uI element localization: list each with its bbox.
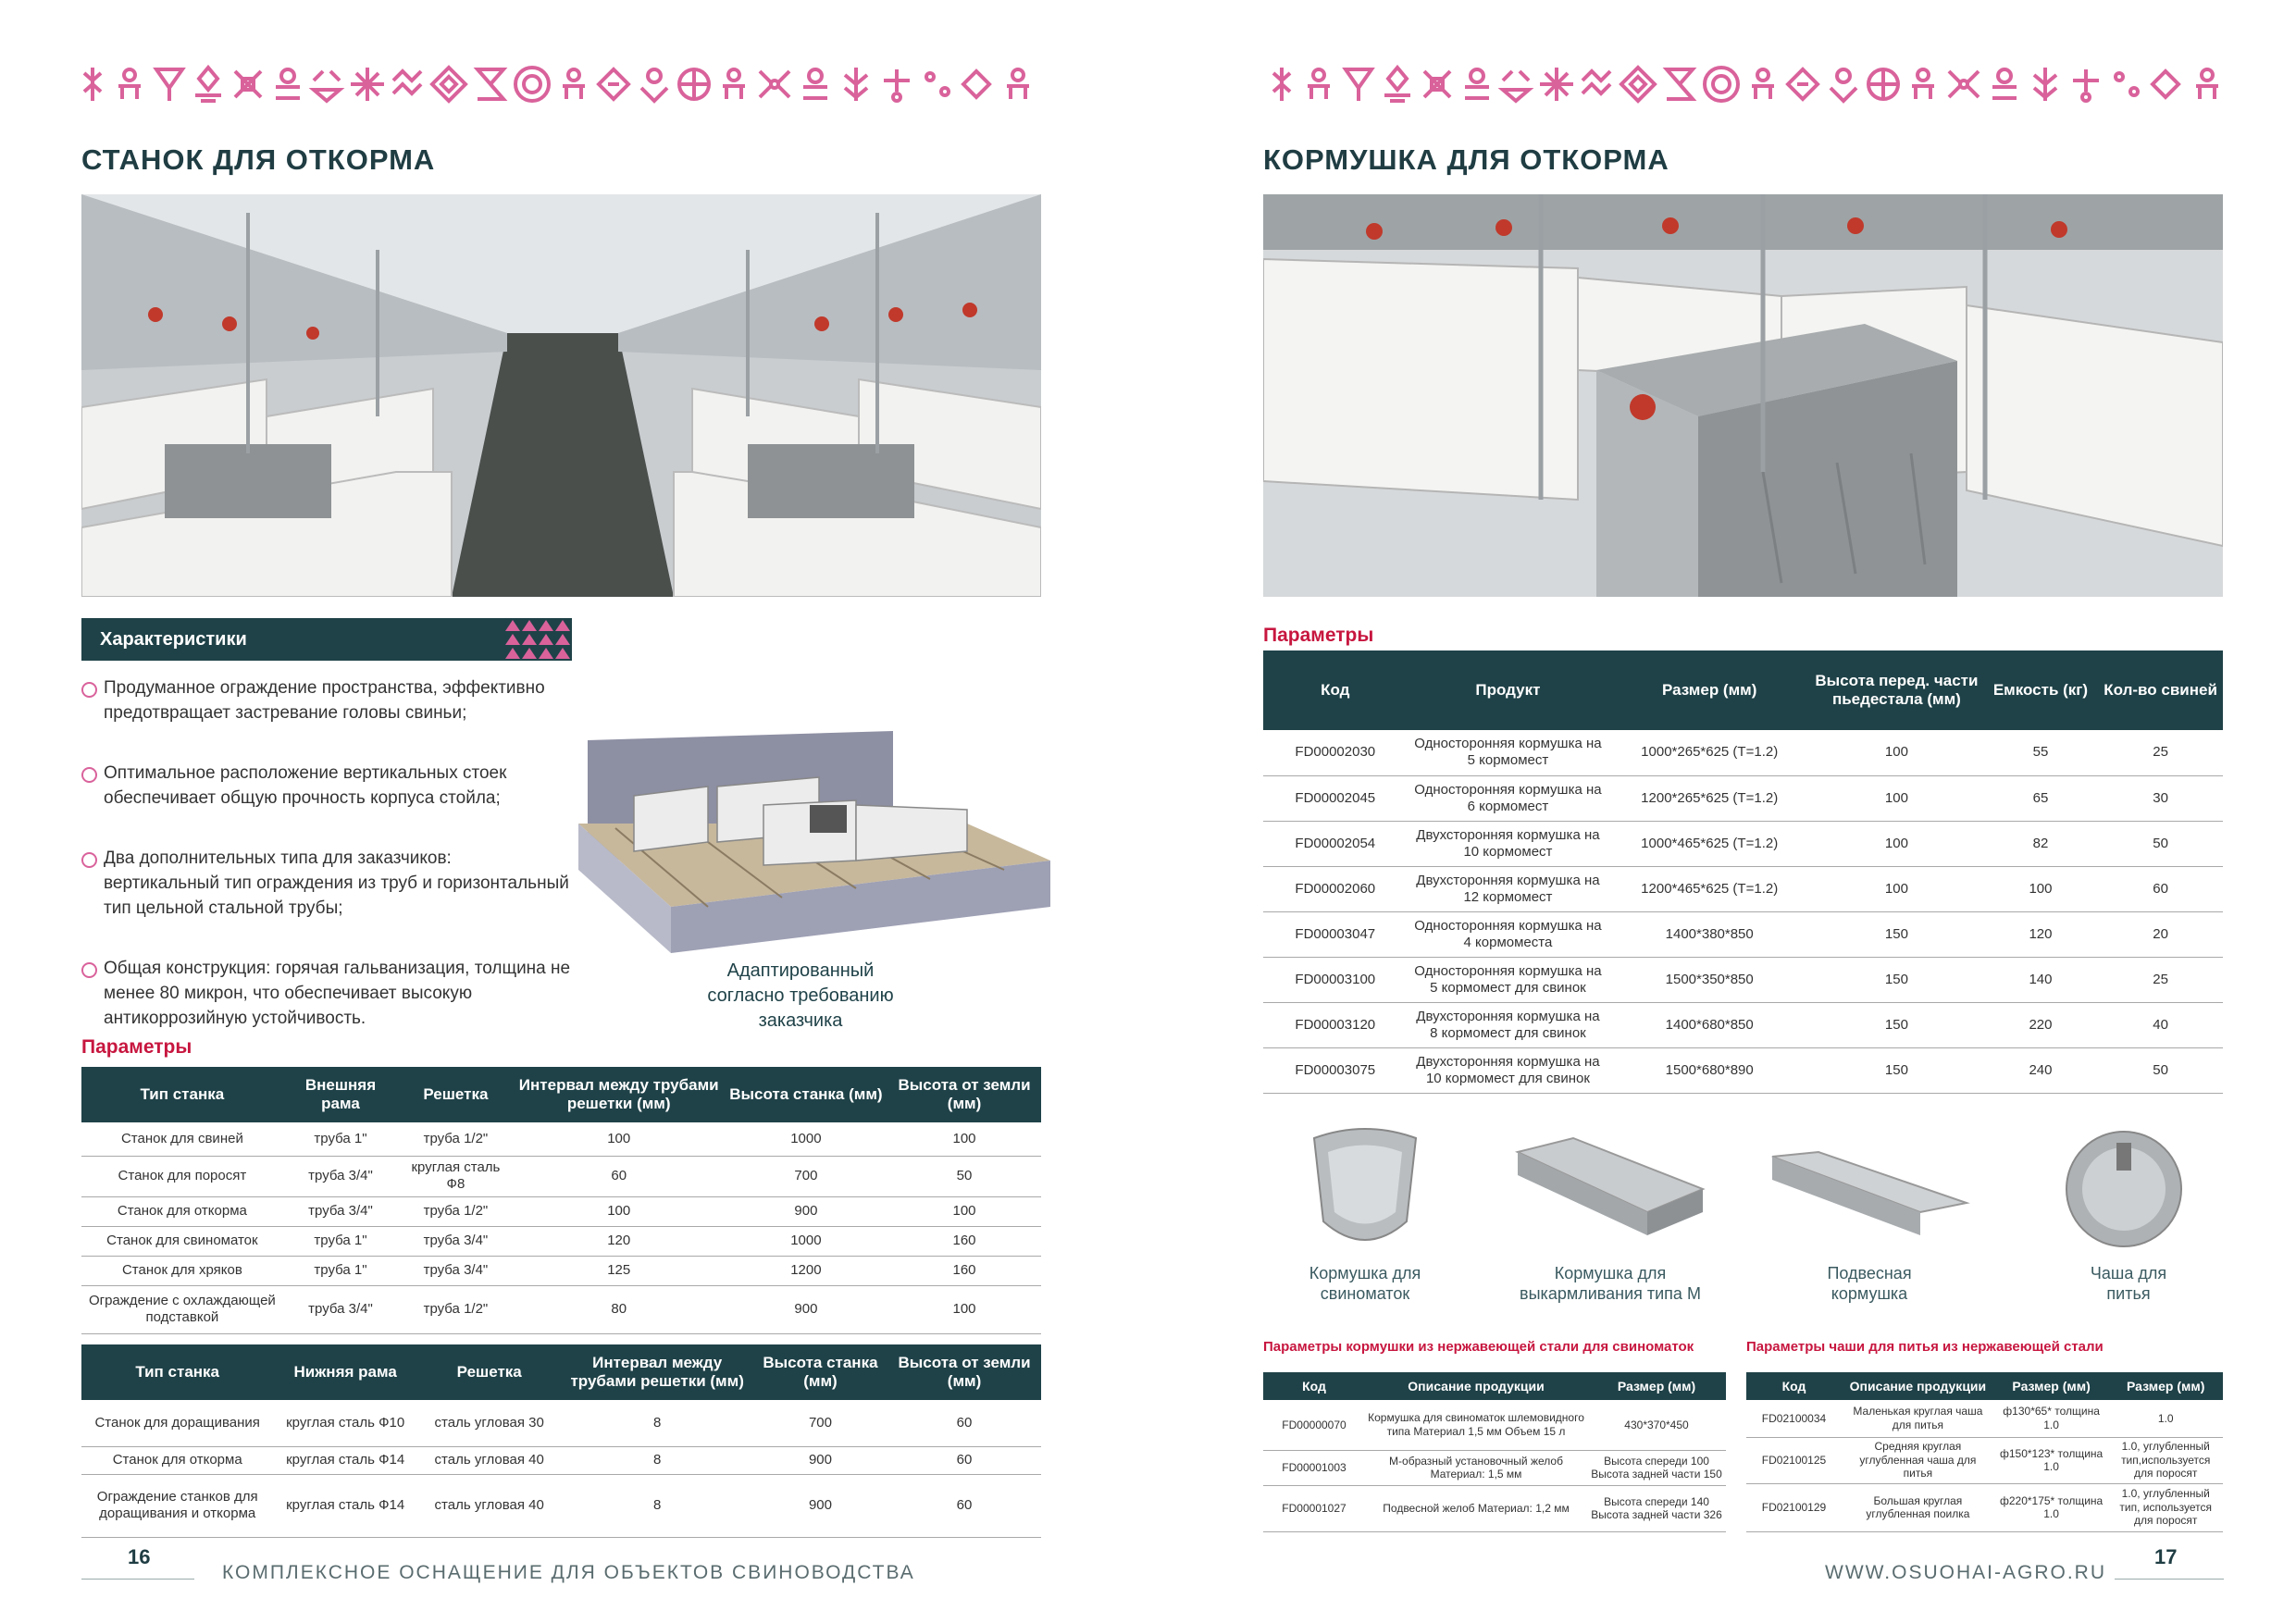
col-header: Высота станка (мм) bbox=[753, 1344, 887, 1400]
table-cell: Станок для откорма bbox=[81, 1196, 283, 1226]
table-row bbox=[1263, 1002, 2223, 1047]
table-cell: Станок для доращивания bbox=[81, 1400, 273, 1446]
table-cell: 60 bbox=[887, 1400, 1041, 1446]
trough-m-image bbox=[1508, 1134, 1712, 1245]
table-cell: Большая круглая углубленная поилка bbox=[1842, 1483, 1994, 1531]
table-cell: 120 bbox=[1983, 911, 2098, 957]
table-cell: круглая сталь Ф10 bbox=[273, 1400, 417, 1446]
table-cell: 100 bbox=[1810, 821, 1983, 866]
table-cell: труба 3/4" bbox=[398, 1226, 513, 1256]
table-cell: Подвесной желоб Материал: 1,2 мм bbox=[1365, 1485, 1587, 1531]
col-header: Тип станка bbox=[81, 1067, 283, 1122]
table-cell: 25 bbox=[2098, 957, 2223, 1002]
table-cell: FD00000070 bbox=[1263, 1400, 1365, 1450]
table-cell: 100 bbox=[1810, 866, 1983, 911]
table-cell: FD00003120 bbox=[1263, 1002, 1408, 1047]
table-cell: Станок для откорма bbox=[81, 1446, 273, 1474]
table-cell: 1000*265*625 (T=1.2) bbox=[1608, 730, 1810, 775]
footer-website[interactable]: WWW.OSUOHAI-AGRO.RU bbox=[1825, 1562, 2106, 1583]
feeder-params-table bbox=[1263, 650, 2223, 1094]
table-cell: FD02100129 bbox=[1746, 1483, 1842, 1531]
table-cell: 100 bbox=[887, 1196, 1041, 1226]
page-title-right: КОРМУШКА ДЛЯ ОТКОРМА bbox=[1263, 143, 1669, 176]
table-cell: 220 bbox=[1983, 1002, 2098, 1047]
table-cell: 1000 bbox=[725, 1122, 887, 1156]
table-cell: 60 bbox=[514, 1156, 725, 1196]
table-cell: Станок для поросят bbox=[81, 1156, 283, 1196]
table-cell: 8 bbox=[561, 1446, 752, 1474]
table-row bbox=[1263, 866, 2223, 911]
table-cell: Маленькая круглая чаша для питья bbox=[1842, 1400, 1994, 1437]
table-cell: Средняя круглая углубленная чаша для питья bbox=[1842, 1437, 1994, 1483]
table-cell: сталь угловая 40 bbox=[417, 1474, 562, 1537]
table-cell: 125 bbox=[514, 1256, 725, 1285]
table-row bbox=[81, 1156, 1041, 1196]
col-header: Размер (мм) bbox=[1587, 1372, 1726, 1400]
table-row bbox=[1263, 957, 2223, 1002]
triangle-pattern bbox=[502, 618, 572, 661]
col-header: Код bbox=[1263, 1372, 1365, 1400]
table-cell: FD02100125 bbox=[1746, 1437, 1842, 1483]
table-cell: М-образный установочный желоб Материал: 1,5 мм bbox=[1365, 1450, 1587, 1485]
table-row bbox=[81, 1400, 1041, 1446]
table-cell: Двухсторонняя кормушка на 10 кормомест для свинок bbox=[1408, 1047, 1609, 1093]
table-cell: 150 bbox=[1810, 911, 1983, 957]
table-cell: 1200 bbox=[725, 1256, 887, 1285]
table-cell: труба 1" bbox=[283, 1226, 398, 1256]
col-header: Тип станка bbox=[81, 1344, 273, 1400]
table-cell: FD00001027 bbox=[1263, 1485, 1365, 1531]
table-cell: Высота спереди 100 Высота задней части 150 bbox=[1587, 1450, 1726, 1485]
table-cell: ф150*123* толщина 1.0 bbox=[1994, 1437, 2109, 1483]
table-cell: Двухсторонняя кормушка на 8 кормомест для свинок bbox=[1408, 1002, 1609, 1047]
table-row bbox=[1746, 1437, 2223, 1483]
bullet-item: Общая конструкция: горячая гальванизация, толщина не менее 80 микрон, что обеспечивает высокую антикоррозийную устойчивость. bbox=[81, 956, 572, 1031]
table-cell: Односторонняя кормушка на 5 кормомест для свинок bbox=[1408, 957, 1609, 1002]
table-cell: 150 bbox=[1810, 957, 1983, 1002]
table-cell: 1400*680*850 bbox=[1608, 1002, 1810, 1047]
table-cell: 150 bbox=[1810, 1002, 1983, 1047]
table-cell: 80 bbox=[514, 1285, 725, 1333]
bullet-item: Продуманное ограждение пространства, эффективно предотвращает застревание головы свиньи; bbox=[81, 675, 572, 725]
table-cell: 60 bbox=[887, 1446, 1041, 1474]
params-table-1 bbox=[81, 1067, 1041, 1334]
sow-feeder-table-title: Параметры кормушки из нержавеющей стали для свиноматок bbox=[1263, 1339, 1694, 1355]
table-row bbox=[81, 1285, 1041, 1333]
table-cell: Ограждение с охлаждающей подставкой bbox=[81, 1285, 283, 1333]
col-header: Код bbox=[1263, 650, 1408, 730]
characteristics-list bbox=[81, 675, 572, 1066]
table-cell: 100 bbox=[1810, 730, 1983, 775]
col-header: Описание продукции bbox=[1842, 1372, 1994, 1400]
product-caption: Кормушка для свиноматок bbox=[1309, 1264, 1421, 1303]
table-cell: 100 bbox=[1983, 866, 2098, 911]
table-cell: 1.0 bbox=[2108, 1400, 2223, 1437]
table-cell: 240 bbox=[1983, 1047, 2098, 1093]
photo-feeder bbox=[1263, 194, 2223, 597]
table-cell: 1200*265*625 (T=1.2) bbox=[1608, 775, 1810, 821]
table-row bbox=[1263, 1047, 2223, 1093]
table-cell: 60 bbox=[887, 1474, 1041, 1537]
table-cell: Двухсторонняя кормушка на 12 кормомест bbox=[1408, 866, 1609, 911]
table-cell: FD00002054 bbox=[1263, 821, 1408, 866]
table-cell: 160 bbox=[887, 1256, 1041, 1285]
table-cell: 100 bbox=[514, 1122, 725, 1156]
table-cell: 700 bbox=[753, 1400, 887, 1446]
col-header: Высота станка (мм) bbox=[725, 1067, 887, 1122]
table-cell: ф130*65* толщина 1.0 bbox=[1994, 1400, 2109, 1437]
page-title-left: СТАНОК ДЛЯ ОТКОРМА bbox=[81, 143, 436, 176]
table-row bbox=[81, 1446, 1041, 1474]
table-cell: 30 bbox=[2098, 775, 2223, 821]
table-row bbox=[1263, 821, 2223, 866]
sow-feeder-table bbox=[1263, 1372, 1726, 1532]
photo-pens bbox=[81, 194, 1041, 597]
ornament-strip-right bbox=[1268, 61, 2230, 107]
table-row bbox=[81, 1474, 1041, 1537]
col-header: Высота от земли (мм) bbox=[887, 1344, 1041, 1400]
table-row bbox=[81, 1196, 1041, 1226]
table-cell: FD00003100 bbox=[1263, 957, 1408, 1002]
col-header: Решетка bbox=[398, 1067, 513, 1122]
pen-3d-illustration bbox=[578, 722, 1060, 953]
table-cell: Односторонняя кормушка на 4 кормоместа bbox=[1408, 911, 1609, 957]
table-cell: Ограждение станков для доращивания и откорма bbox=[81, 1474, 273, 1537]
table-cell: 100 bbox=[1810, 775, 1983, 821]
table-cell: сталь угловая 30 bbox=[417, 1400, 562, 1446]
table-cell: труба 1" bbox=[283, 1256, 398, 1285]
sow-feeder-image bbox=[1296, 1120, 1434, 1258]
col-header: Код bbox=[1746, 1372, 1842, 1400]
table-cell: FD00002045 bbox=[1263, 775, 1408, 821]
product-caption: Кормушка для выкармливания типа М bbox=[1520, 1264, 1701, 1303]
col-header: Описание продукции bbox=[1365, 1372, 1587, 1400]
col-header: Размер (мм) bbox=[1994, 1372, 2109, 1400]
table-row bbox=[1263, 911, 2223, 957]
table-cell: сталь угловая 40 bbox=[417, 1446, 562, 1474]
table-cell: ф220*175* толщина 1.0 bbox=[1994, 1483, 2109, 1531]
table-cell: труба 1/2" bbox=[398, 1122, 513, 1156]
footer-rule-right bbox=[2115, 1579, 2224, 1580]
table-cell: труба 3/4" bbox=[283, 1285, 398, 1333]
col-header: Интервал между трубами решетки (мм) bbox=[561, 1344, 752, 1400]
table-cell: Станок для хряков bbox=[81, 1256, 283, 1285]
table-cell: труба 1" bbox=[283, 1122, 398, 1156]
table-cell: 60 bbox=[2098, 866, 2223, 911]
col-header: Решетка bbox=[417, 1344, 562, 1400]
table-cell: Односторонняя кормушка на 6 кормомест bbox=[1408, 775, 1609, 821]
table-cell: Высота спереди 140 Высота задней части 326 bbox=[1587, 1485, 1726, 1531]
col-header: Нижняя рама bbox=[273, 1344, 417, 1400]
table-cell: круглая сталь Ф14 bbox=[273, 1446, 417, 1474]
table-cell: 900 bbox=[753, 1474, 887, 1537]
table-cell: 1.0, углубленный тип,используется для поросят bbox=[2108, 1437, 2223, 1483]
table-cell: 1.0, углубленный тип, используется для поросят bbox=[2108, 1483, 2223, 1531]
drinking-bowl-table bbox=[1746, 1372, 2223, 1532]
table-cell: 50 bbox=[2098, 1047, 2223, 1093]
table-cell: Односторонняя кормушка на 5 кормомест bbox=[1408, 730, 1609, 775]
table-cell: труба 1/2" bbox=[398, 1196, 513, 1226]
table-cell: 1500*680*890 bbox=[1608, 1047, 1810, 1093]
table-cell: 65 bbox=[1983, 775, 2098, 821]
col-header: Размер (мм) bbox=[2108, 1372, 2223, 1400]
table-cell: круглая сталь Ф8 bbox=[398, 1156, 513, 1196]
table-cell: 100 bbox=[514, 1196, 725, 1226]
table-row bbox=[1746, 1400, 2223, 1437]
col-header: Интервал между трубами решетки (мм) bbox=[514, 1067, 725, 1122]
col-header: Высота перед. части пьедестала (мм) bbox=[1810, 650, 1983, 730]
table-row bbox=[1263, 730, 2223, 775]
table-row bbox=[81, 1256, 1041, 1285]
product-caption: Подвесная кормушка bbox=[1827, 1264, 1912, 1303]
hanging-feeder-image bbox=[1763, 1147, 1976, 1240]
characteristics-label: Характеристики bbox=[100, 629, 247, 650]
table-cell: труба 3/4" bbox=[283, 1196, 398, 1226]
table-row bbox=[1263, 1485, 1726, 1531]
table-cell: Станок для свиноматок bbox=[81, 1226, 283, 1256]
col-header: Продукт bbox=[1408, 650, 1609, 730]
table-cell: Станок для свиней bbox=[81, 1122, 283, 1156]
table-cell: 100 bbox=[887, 1122, 1041, 1156]
col-header: Внешняя рама bbox=[283, 1067, 398, 1122]
table-cell: Кормушка для свиноматок шлемовидного типа Материал 1,5 мм Объем 15 л bbox=[1365, 1400, 1587, 1450]
col-header: Кол-во свиней bbox=[2098, 650, 2223, 730]
ornament-strip-left bbox=[79, 61, 1041, 107]
table-cell: 150 bbox=[1810, 1047, 1983, 1093]
table-cell: 1400*380*850 bbox=[1608, 911, 1810, 957]
table-cell: 50 bbox=[2098, 821, 2223, 866]
table-cell: 1200*465*625 (T=1.2) bbox=[1608, 866, 1810, 911]
table-cell: труба 3/4" bbox=[283, 1156, 398, 1196]
table-cell: FD02100034 bbox=[1746, 1400, 1842, 1437]
footer-rule-left bbox=[81, 1579, 194, 1580]
illustration-caption: Адаптированный согласно требованию заказчика bbox=[707, 960, 894, 1031]
table-cell: FD00002060 bbox=[1263, 866, 1408, 911]
table-cell: 1500*350*850 bbox=[1608, 957, 1810, 1002]
table-row bbox=[1263, 1400, 1726, 1450]
table-cell: FD00003047 bbox=[1263, 911, 1408, 957]
table-cell: 100 bbox=[887, 1285, 1041, 1333]
table-cell: 900 bbox=[725, 1196, 887, 1226]
table-cell: 430*370*450 bbox=[1587, 1400, 1726, 1450]
table-cell: 40 bbox=[2098, 1002, 2223, 1047]
table-cell: 55 bbox=[1983, 730, 2098, 775]
table-cell: Двухсторонняя кормушка на 10 кормомест bbox=[1408, 821, 1609, 866]
table-row bbox=[81, 1226, 1041, 1256]
footer-title: КОМПЛЕКСНОЕ ОСНАЩЕНИЕ ДЛЯ ОБЪЕКТОВ СВИНОВОДСТВА bbox=[222, 1562, 915, 1583]
table-cell: 900 bbox=[725, 1285, 887, 1333]
table-cell: 25 bbox=[2098, 730, 2223, 775]
table-cell: 900 bbox=[753, 1446, 887, 1474]
table-row bbox=[1746, 1483, 2223, 1531]
table-cell: FD00002030 bbox=[1263, 730, 1408, 775]
params-table-2 bbox=[81, 1344, 1041, 1538]
params-label-right: Параметры bbox=[1263, 625, 1374, 646]
table-cell: FD00003075 bbox=[1263, 1047, 1408, 1093]
bullet-item: Оптимальное расположение вертикальных стоек обеспечивает общую прочность корпуса стойла; bbox=[81, 761, 572, 811]
table-cell: круглая сталь Ф14 bbox=[273, 1474, 417, 1537]
table-cell: 140 bbox=[1983, 957, 2098, 1002]
table-cell: 8 bbox=[561, 1400, 752, 1446]
table-cell: 160 bbox=[887, 1226, 1041, 1256]
characteristics-banner bbox=[81, 618, 572, 661]
params-label-left: Параметры bbox=[81, 1036, 192, 1058]
table-cell: 1000 bbox=[725, 1226, 887, 1256]
drinking-bowl-table-title: Параметры чаши для питья из нержавеющей стали bbox=[1746, 1339, 2104, 1355]
drinking-bowl-image bbox=[2059, 1124, 2189, 1254]
table-cell: 50 bbox=[887, 1156, 1041, 1196]
table-cell: труба 3/4" bbox=[398, 1256, 513, 1285]
table-cell: FD00001003 bbox=[1263, 1450, 1365, 1485]
table-row bbox=[1263, 1450, 1726, 1485]
col-header: Размер (мм) bbox=[1608, 650, 1810, 730]
col-header: Высота от земли (мм) bbox=[887, 1067, 1041, 1122]
table-cell: 20 bbox=[2098, 911, 2223, 957]
table-row bbox=[81, 1122, 1041, 1156]
table-cell: 82 bbox=[1983, 821, 2098, 866]
table-cell: 8 bbox=[561, 1474, 752, 1537]
table-cell: 700 bbox=[725, 1156, 887, 1196]
table-cell: 1000*465*625 (T=1.2) bbox=[1608, 821, 1810, 866]
table-cell: труба 1/2" bbox=[398, 1285, 513, 1333]
table-cell: 120 bbox=[514, 1226, 725, 1256]
col-header: Емкость (кг) bbox=[1983, 650, 2098, 730]
product-caption: Чаша для питья bbox=[2090, 1264, 2167, 1303]
table-row bbox=[1263, 775, 2223, 821]
page-number-left: 16 bbox=[128, 1545, 151, 1568]
bullet-item: Два дополнительных типа для заказчиков: вертикальный тип ограждения из труб и горизонтальный тип цельной стальной трубы; bbox=[81, 846, 572, 921]
page-number-right: 17 bbox=[2154, 1545, 2178, 1568]
